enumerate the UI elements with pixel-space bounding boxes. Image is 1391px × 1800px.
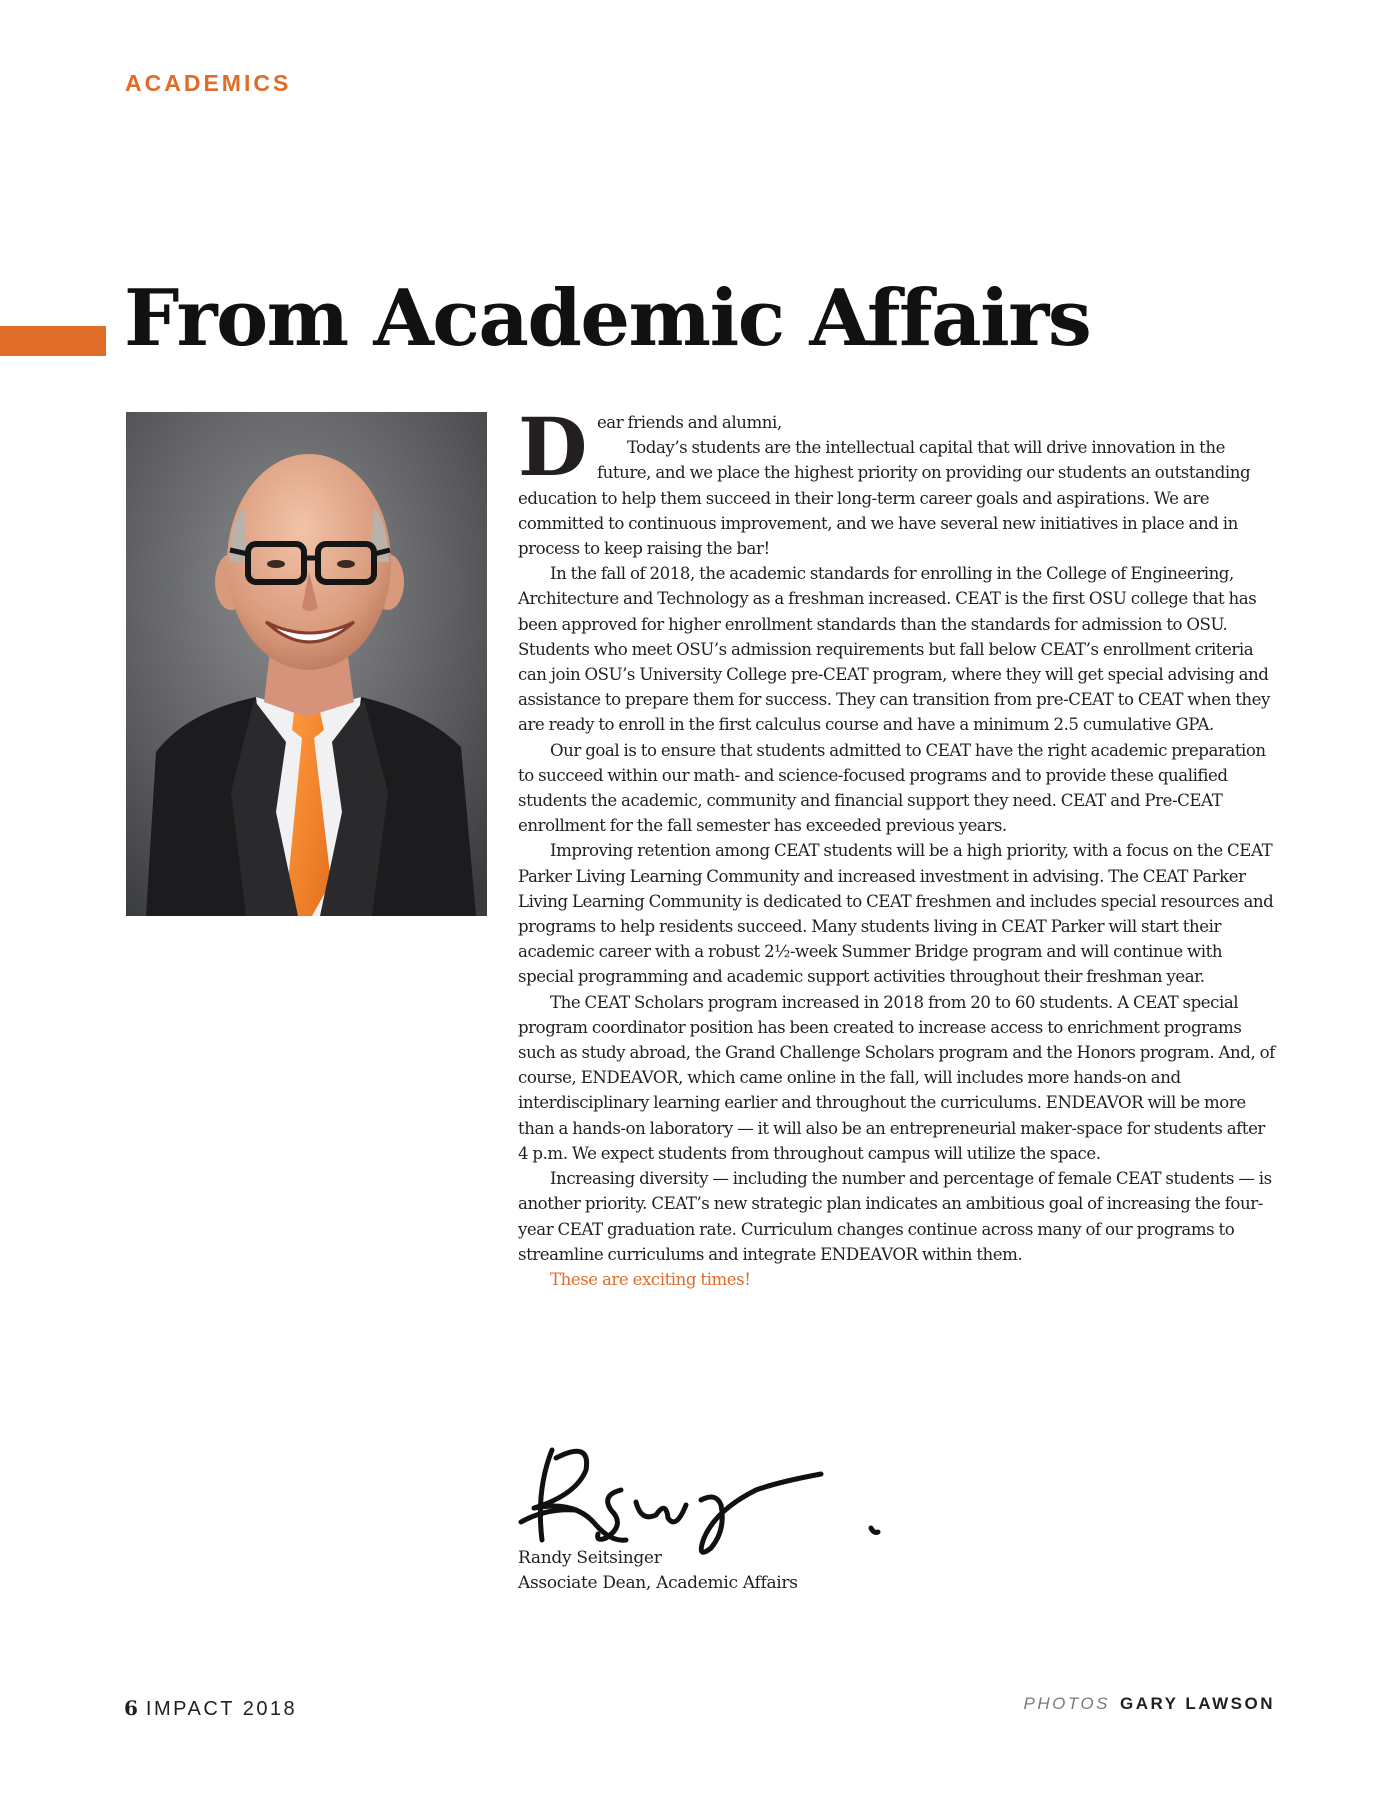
- letter-paragraph: In the fall of 2018, the academic standards for enrolling in the College of Engineering, Architecture and Technology as a freshman increased. CEAT is the first OSU college that has been approved for higher enrollment standards than the standards for admission to OSU. Students who meet OSU’s admission requirements but fall below CEAT’s enrollment criteria can join OSU’s University College pre-CEAT program, where they will get special advising and assistance to prepare them for success. They can transition from pre-CEAT to CEAT when they are ready to enroll in the first calculus course and have a minimum 2.5 cumulative GPA.: [518, 564, 1270, 735]
- section-label: ACADEMICS: [125, 70, 292, 96]
- letter-paragraph: The CEAT Scholars program increased in 2018 from 20 to 60 students. A CEAT special program coordinator position has been created to increase access to enrichment programs such as study abroad, the Grand Challenge Scholars program and the Honors program. And, of course, ENDEAVOR, which came online in the fall, will includes more hands-on and interdisciplinary learning earlier and throughout the curriculums. ENDEAVOR will be more than a hands-on laboratory — it will also be an entrepreneurial maker-space for students after 4 p.m. We expect students from throughout campus will utilize the space.: [518, 992, 1275, 1163]
- letter-paragraph: Improving retention among CEAT students will be a high priority, with a focus on the CEAT Parker Living Learning Community and increased investment in advising. The CEAT Parker Living Learning Community is dedicated to CEAT freshmen and includes special resources and programs to help residents succeed. Many students living in CEAT Parker will start their academic career with a robust 2½-week Summer Bridge program and will continue with special programming and academic support activities throughout their freshman year.: [518, 841, 1274, 987]
- photo-credit: [1024, 1694, 1276, 1714]
- signature: [516, 1430, 916, 1560]
- photo-credit-label: PHOTOS: [1023, 1694, 1110, 1713]
- letter-closing: These are exciting times!: [550, 1269, 751, 1289]
- letter-body: [518, 400, 1278, 1292]
- portrait-photo: [126, 412, 487, 916]
- drop-cap: D: [518, 400, 587, 494]
- signer-block: [518, 1546, 798, 1596]
- page-title: From Academic Affairs: [124, 273, 1091, 364]
- letter-paragraph: Today’s students are the intellectual capital that will drive innovation in the future, and we place the highest priority on providing our students an outstanding education to help them succeed in their long-term career goals and aspirations. We are committed to continuous improvement, and we have several new initiatives in place and in process to keep raising the bar!: [518, 438, 1251, 559]
- page-number: 6: [124, 1696, 138, 1720]
- letter-paragraph: Our goal is to ensure that students admitted to CEAT have the right academic preparation to succeed within our math- and science-focused programs and to provide these qualified students the academic, community and financial support they need. CEAT and Pre-CEAT enrollment for the fall semester has exceeded previous years.: [518, 740, 1266, 836]
- signer-name: Randy Seitsinger: [518, 1548, 662, 1568]
- letter-greeting: ear friends and alumni,: [596, 413, 782, 432]
- letter-paragraph: Increasing diversity — including the number and percentage of female CEAT students — is another priority. CEAT’s new strategic plan indicates an ambitious goal of increasing the four-year CEAT graduation rate. Curriculum changes continue across many of our programs to streamline curriculums and integrate ENDEAVOR within them.: [518, 1169, 1272, 1264]
- title-accent-bar: [0, 326, 106, 356]
- page-footer-left: [124, 1696, 297, 1721]
- publication-name: IMPACT 2018: [145, 1698, 298, 1720]
- signer-role: Associate Dean, Academic Affairs: [518, 1573, 798, 1593]
- photo-credit-name: GARY LAWSON: [1119, 1694, 1275, 1713]
